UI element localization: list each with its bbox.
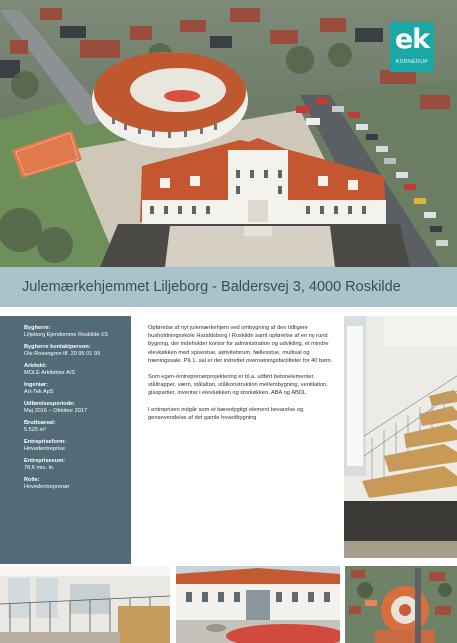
- project-description: [148, 324, 333, 430]
- description-paragraph: Som egen-/entreprenørprojektering er bl.a. udført betonelementer, ståltrapper, værn, stålaltan, stålkonstruktion mellembygning, ventilation, glaspartier, inventar i elevkøkken og storkøkken, ABA og ABDL.: [148, 374, 328, 397]
- site-illustration: [345, 566, 457, 643]
- info-label: Arkitekt:: [24, 363, 47, 369]
- info-value: MOLE Arkitekter A/S: [24, 370, 75, 376]
- description-paragraph: Opførelse af nyt julemærkehjem ved ombygning af den tidligere husholdningsskole Haraldsborg i Roskilde samt opførelse af en ny rund bygning, der indeholder kontor for administration og udvikling, et mindre elevkøkken med spisestue, aktivitetsrum, fællesstue, multisal og træningssale. På 1. sal er der indrettet overnatningsfaciliteter for 40 børn.: [148, 325, 333, 364]
- info-label: Bygherre:: [24, 325, 51, 331]
- info-field-period: [24, 401, 131, 415]
- info-field-engineer: [24, 382, 131, 396]
- info-label: Udførelsesperiode:: [24, 401, 75, 407]
- info-label: Ingeniør:: [24, 382, 48, 388]
- info-value: Hovedentreprenør: [24, 484, 70, 490]
- page-title: Julemærkehjemmet Liljeborg - Baldersvej 3, 4000 Roskilde: [22, 279, 401, 295]
- staircase-photo: [344, 316, 457, 558]
- info-label: Bruttoareal:: [24, 420, 56, 426]
- info-label: Entreprisesum:: [24, 458, 66, 464]
- interior-photo: [0, 566, 170, 643]
- hero-aerial-photo: [0, 0, 457, 267]
- staircase-illustration: [344, 316, 457, 558]
- courtyard-illustration: [176, 566, 340, 643]
- info-value: Liljeborg Ejendomme Roskilde I/S: [24, 332, 108, 338]
- info-value: Art-Tek ApS: [24, 389, 54, 395]
- info-field-bygherre: [24, 325, 131, 339]
- info-label: Rolle:: [24, 477, 40, 483]
- project-info-panel: [0, 316, 131, 564]
- info-field-area: [24, 420, 131, 434]
- info-value: Hovedentreprise: [24, 446, 66, 452]
- info-label: Entrepriseform:: [24, 439, 66, 445]
- info-field-contract-form: [24, 439, 131, 453]
- interior-illustration: [0, 566, 170, 643]
- aerial-illustration: [0, 0, 457, 267]
- company-logo: [390, 22, 434, 72]
- info-value: 5.525 m²: [24, 427, 47, 433]
- title-band: [0, 267, 457, 307]
- logo-mark: ek: [394, 24, 430, 55]
- info-field-architect: [24, 363, 131, 377]
- info-field-role: [24, 477, 131, 491]
- courtyard-photo: [176, 566, 340, 643]
- info-value: 78,6 mio. kr.: [24, 465, 55, 471]
- info-label: Bygherre kontaktperson:: [24, 344, 91, 350]
- info-field-contact: [24, 344, 131, 358]
- info-value: Maj 2016 – Oktober 2017: [24, 408, 88, 414]
- aerial-site-photo: [345, 566, 457, 643]
- info-field-contract-sum: [24, 458, 131, 472]
- description-paragraph: I entreprisen indgår som et bæredygtigt element bevarelse og genanvendelse af det gamle hovedbygning: [148, 406, 304, 421]
- info-value: Ole Rosengren tlf. 20 95 01 99: [24, 351, 101, 357]
- logo-subtitle: KORNERUP: [395, 59, 429, 65]
